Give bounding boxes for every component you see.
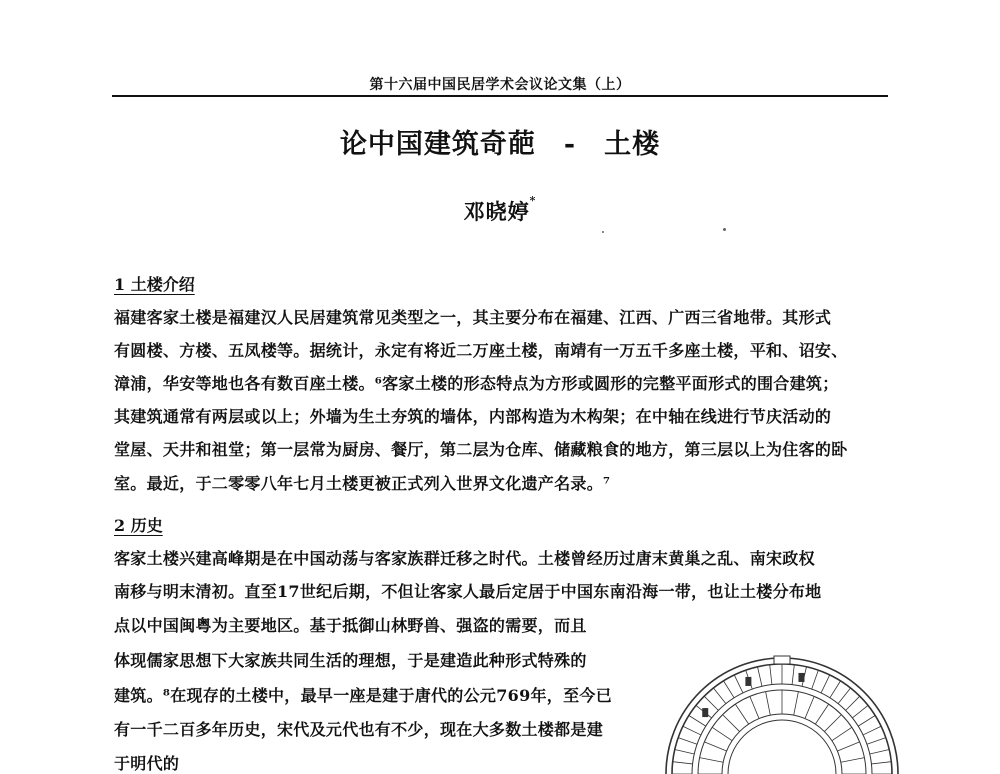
author-name: 邓晓婷 [463, 199, 530, 224]
plan-ring [722, 714, 842, 774]
plan-partition [870, 750, 889, 754]
plan-partition [675, 750, 694, 754]
body-line: 点以中国闽粤为主要地区。基于抵御山林野兽、强盗的需要，而且 [114, 616, 587, 635]
body-line: 客家土楼兴建高峰期是在中国动荡与客家族群迁移之时代。土楼曾经历过唐末黄巢之乱、南宋政权 [114, 549, 815, 568]
plan-partition [846, 696, 860, 710]
running-header: 第十六届中国民居学术会议论文集（上） [369, 77, 631, 93]
plan-partition [700, 758, 724, 763]
body-line: 堂屋、天井和祖堂；第一层常为厨房、餐厅，第二层为仓库、储藏粮食的地方，第三层以上为住客的卧 [114, 440, 848, 459]
plan-partition [832, 727, 852, 740]
plan-partition [805, 696, 814, 718]
plan-stair-block [745, 677, 751, 686]
body-line: 有圆楼、方楼、五凤楼等。据统计，永定有将近二万座土楼，南靖有一万五千多座土楼，平和、诏安、 [114, 341, 848, 360]
body-line: 南移与明末清初。直至17世纪后期，不但让客家人最后定居于中国东南沿海一带，也让土楼分布地 [114, 582, 822, 601]
author-footnote-mark: * [529, 194, 537, 207]
body-line: 有一千二百多年历史，宋代及元代也有不少，现在大多数土楼都是建 [114, 720, 604, 739]
author-block [0, 196, 1000, 226]
plan-partition [673, 762, 693, 764]
body-line: 漳浦，华安等地也各有数百座土楼。⁶客家土楼的形态特点为方形或圆形的完整平面形式的围合建筑； [114, 374, 839, 393]
plan-partition [723, 681, 734, 698]
plan-partition [867, 738, 886, 745]
plan-partition [838, 688, 850, 704]
scan-speck [602, 231, 604, 233]
plan-partition [852, 705, 868, 717]
plan-partition [837, 742, 859, 751]
tulou-plan-drawing [662, 602, 902, 759]
header-rule [112, 95, 888, 97]
plan-partition [758, 667, 762, 686]
paper-title: 论中国建筑奇葩 - 土楼 [339, 129, 661, 160]
plan-partition [723, 715, 740, 732]
plan-partition [794, 692, 799, 716]
body-line: 室。最近，于二零零八年七月土楼更被正式列入世界文化遗产名录。⁷ [114, 474, 611, 493]
plan-partition [704, 742, 726, 751]
plan-partition [712, 727, 732, 740]
plan-partition [871, 762, 891, 764]
plan-partition [792, 665, 794, 685]
plan-partition [766, 692, 771, 716]
plan-partition [678, 738, 697, 745]
plan-gate [774, 656, 790, 664]
plan-partition [750, 696, 759, 718]
body-line: 体现儒家思想下大家族共同生活的理想，于是建造此种形式特殊的 [114, 651, 587, 670]
plan-ring [728, 720, 836, 774]
plan-partition [815, 704, 828, 724]
section-heading-history: 2 历史 [114, 516, 163, 535]
plan-partition [858, 715, 875, 726]
plan-partition [830, 681, 841, 698]
tulou-floorplan-figure [662, 602, 902, 759]
plan-partition [821, 675, 830, 693]
section-heading-intro: 1 土楼介绍 [114, 275, 195, 294]
body-line: 建筑。⁸在现存的土楼中，最早一座是建于唐代的公元769年，至今已 [114, 686, 613, 705]
plan-stair-block [798, 673, 804, 682]
plan-partition [812, 670, 819, 689]
plan-partition [735, 704, 748, 724]
plan-partition [713, 688, 725, 704]
plan-stair-block [702, 708, 708, 717]
plan-partition [863, 726, 881, 735]
body-line: 其建筑通常有两层或以上；外墙为生土夯筑的墙体，内部构造为木构架；在中轴在线进行节庆活动的 [114, 407, 832, 426]
plan-partition [734, 675, 743, 693]
body-line: 于明代的 [114, 754, 180, 773]
plan-partition [824, 715, 841, 732]
plan-partition [841, 758, 865, 763]
plan-partition [770, 665, 772, 685]
body-line: 福建客家土楼是福建汉人民居建筑常见类型之一，其主要分布在福建、江西、广西三省地带。其形式 [114, 308, 832, 327]
plan-partition [683, 726, 701, 735]
scan-speck [723, 228, 726, 231]
